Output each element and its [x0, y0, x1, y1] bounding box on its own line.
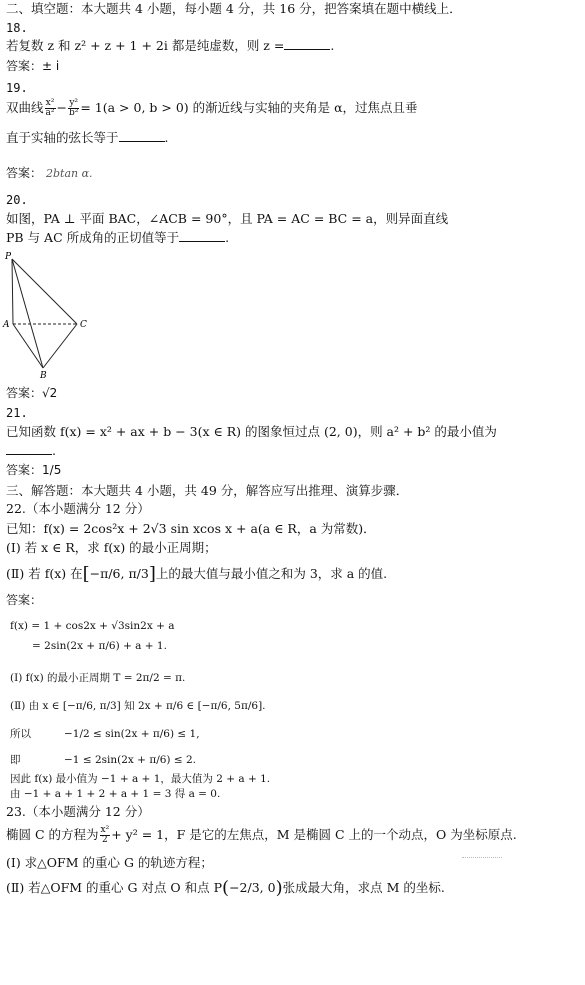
- question-text: [6, 824, 517, 846]
- paren-left: (: [222, 877, 230, 899]
- fraction: [100, 826, 111, 845]
- question-part-2: [6, 563, 388, 585]
- numerator: x²: [45, 98, 55, 108]
- answer-line: [6, 165, 93, 182]
- question-text-line2: [6, 230, 229, 246]
- question-part-2: [6, 877, 445, 899]
- solution-label: 即: [10, 754, 21, 766]
- solution-step: f(x) = 1 + cos2x + √3sin2x + a: [10, 620, 175, 632]
- question-text-line2: [6, 130, 169, 146]
- point-coords: −2/3, 0: [229, 880, 276, 895]
- question-number: 22.（本小题满分 12 分）: [6, 501, 150, 516]
- question-number: 20.: [6, 193, 28, 207]
- question-text: 如图，PA ⊥ 平面 BAC，∠ACB = 90°，且 PA = AC = BC = a，则异面直线: [6, 211, 449, 226]
- answer-line: [6, 462, 61, 478]
- question-text-line2: [6, 443, 56, 459]
- answer-blank: [119, 131, 165, 142]
- question-stem: 椭圆 C 的方程为: [6, 827, 99, 842]
- question-stem-cont: = 1(a > 0, b > 0) 的渐近线与实轴的夹角是 α，过焦点且垂: [80, 100, 418, 115]
- bracket-right: ]: [148, 563, 156, 585]
- question-stem: (Ⅱ) 若 f(x) 在: [6, 566, 83, 581]
- edge-PA: [12, 259, 13, 324]
- minus-sign: −: [56, 100, 67, 115]
- answer-label: 答案：: [6, 386, 43, 400]
- question-stem: (Ⅱ) 若△OFM 的重心 G 对点 O 和点 P: [6, 880, 223, 895]
- question-part-1: (Ⅰ) 若 x ∈ R，求 f(x) 的最小正周期；: [6, 540, 217, 555]
- answer-line: [6, 58, 59, 74]
- question-stem-end: 张成最大角，求点 M 的坐标.: [282, 880, 445, 895]
- denominator: 2: [101, 835, 108, 845]
- answer-label: 答案：: [6, 166, 43, 180]
- question-text: 已知函数 f(x) = x² + ax + b − 3(x ∈ R) 的图象恒过点 (2, 0)，则 a² + b² 的最小值为: [6, 424, 497, 439]
- edge-AB: [13, 324, 43, 368]
- interval: −π/6, π/3: [89, 566, 149, 581]
- vertex-label-B: B: [40, 371, 47, 380]
- answer-blank: [6, 444, 52, 455]
- fraction: [45, 99, 56, 118]
- edge-PB: [12, 259, 43, 368]
- tetrahedron-figure: [0, 250, 100, 380]
- solution-step: 因此 f(x) 最小值为 −1 + a + 1，最大值为 2 + a + 1.: [10, 773, 271, 785]
- question-stem: PB 与 AC 所成角的正切值等于: [6, 230, 180, 245]
- paren-right: ): [275, 877, 283, 899]
- question-text: [6, 38, 334, 54]
- faint-mark: [462, 857, 502, 858]
- question-stem-end: .: [225, 230, 230, 245]
- question-stem: 双曲线: [6, 100, 44, 115]
- solution-step: 由 −1 + a + 1 + 2 + a + 1 = 3 得 a = 0.: [10, 788, 221, 800]
- answer-value: 1/5: [42, 463, 62, 477]
- numerator: x²: [100, 825, 110, 835]
- question-stem: 若复数 z 和 z² + z + 1 + 2i 都是纯虚数，则 z =: [6, 38, 285, 53]
- question-stem-end: .: [52, 443, 56, 458]
- denominator: b²: [68, 108, 79, 118]
- answer-blank: [179, 231, 225, 242]
- answer-label: 答案：: [6, 463, 43, 477]
- question-stem-end: 上的最大值与最小值之和为 3，求 a 的值.: [155, 566, 388, 581]
- answer-value: √2: [42, 386, 58, 400]
- section-header: 二、填空题：本大题共 4 小题，每小题 4 分，共 16 分，把答案填在题中横线上．: [6, 1, 462, 16]
- edge-BC: [43, 324, 77, 368]
- answer-blank: [284, 39, 330, 50]
- solution-step: −1 ≤ 2sin(2x + π/6) ≤ 2.: [64, 754, 197, 766]
- question-given: 已知：f(x) = 2cos²x + 2√3 sin xcos x + a(a ∈ R，a 为常数)．: [6, 521, 376, 536]
- question-stem-end: .: [164, 130, 169, 145]
- answer-value: ± i: [42, 59, 60, 73]
- answer-label: 答案：: [6, 593, 43, 607]
- question-stem: 直于实轴的弦长等于: [6, 130, 119, 145]
- solution-step: (Ⅰ) f(x) 的最小正周期 T = 2π/2 = π.: [10, 672, 186, 684]
- vertex-label-P: P: [5, 252, 12, 262]
- answer-label: 答案：: [6, 59, 43, 73]
- question-number: 23.（本小题满分 12 分）: [6, 804, 150, 819]
- question-stem-end: .: [330, 38, 335, 53]
- answer-line: [6, 592, 42, 608]
- solution-step: −1/2 ≤ sin(2x + π/6) ≤ 1,: [64, 728, 200, 740]
- vertex-label-A: A: [3, 320, 10, 330]
- section-header: 三、解答题：本大题共 4 小题，共 49 分，解答应写出推理、演算步骤．: [6, 483, 409, 498]
- question-text: [6, 97, 418, 119]
- question-number: 21.: [6, 406, 28, 420]
- question-part-1: (Ⅰ) 求△OFM 的重心 G 的轨迹方程；: [6, 855, 213, 870]
- vertex-label-C: C: [80, 320, 87, 330]
- solution-step: = 2sin(2x + π/6) + a + 1.: [32, 640, 167, 652]
- fraction: [68, 99, 79, 118]
- solution-step: (Ⅱ) 由 x ∈ [−π/6, π/3] 知 2x + π/6 ∈ [−π/6, 5π/6].: [10, 700, 266, 712]
- answer-value: 2btan α.: [46, 167, 93, 180]
- question-stem-cont: + y² = 1，F 是它的左焦点，M 是椭圆 C 上的一个动点，O 为坐标原点.: [111, 827, 517, 842]
- bracket-left: [: [82, 563, 90, 585]
- question-number: 19.: [6, 81, 28, 95]
- question-number: 18.: [6, 21, 28, 35]
- solution-label: 所以: [10, 728, 31, 740]
- numerator: y²: [69, 98, 79, 108]
- answer-line: [6, 385, 57, 401]
- denominator: a²: [45, 108, 55, 118]
